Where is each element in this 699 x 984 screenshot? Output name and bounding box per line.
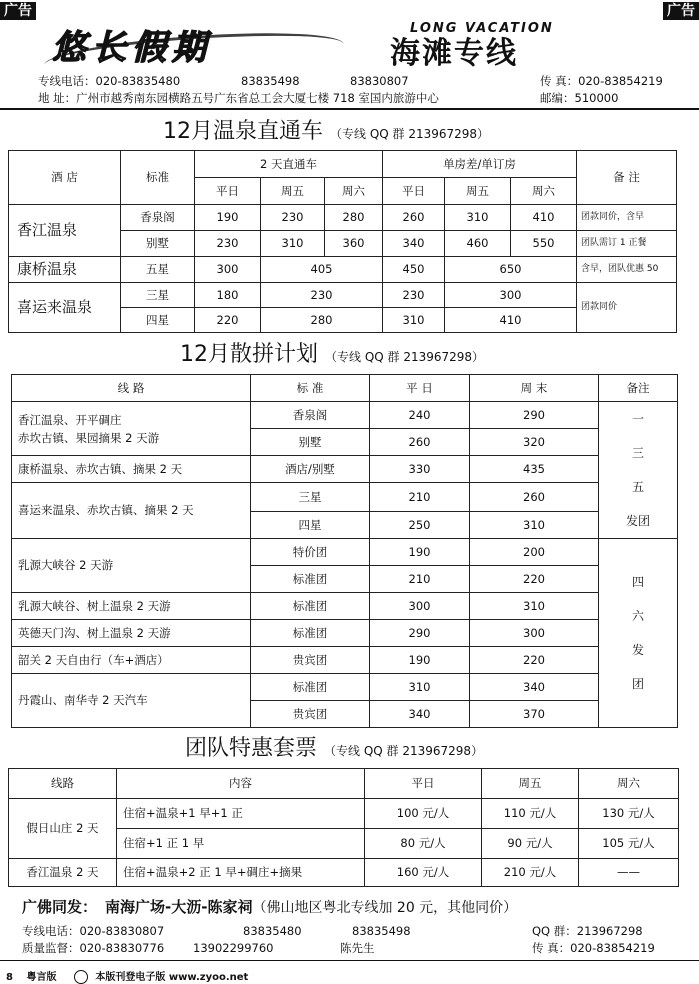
- footer-hotline-3: 83835498: [352, 924, 411, 938]
- ad-label-left: 广告: [0, 2, 36, 20]
- departure-note-1: 一 三 五 发团: [599, 402, 678, 539]
- table-row: 康桥温泉、赤坎古镇、摘果 2 天 酒店/别墅 330 435: [12, 456, 678, 483]
- hotline-2: 83835498: [241, 74, 300, 88]
- table-row: 标准团 210 220: [12, 566, 678, 593]
- foshan-departure: 广佛同发： 南海广场-大沥-陈家祠（佛山地区粤北专线加 20 元，其他同价）: [22, 898, 518, 916]
- footer-contact: 陈先生: [340, 941, 375, 955]
- table-row: 四星 250 310: [12, 512, 678, 539]
- hotline-1: 020-83835480: [95, 74, 181, 88]
- table-row: 乳源大峡谷、树上温泉 2 天游 标准团 300 310: [12, 593, 678, 620]
- footer-qq: QQ 群：213967298: [532, 924, 643, 938]
- header-fax: 传 真：020-83854219: [540, 74, 663, 88]
- table-row: 韶关 2 天自由行（车+酒店） 贵宾团 190 220: [12, 647, 678, 674]
- group-tour-table: 线 路 标 准 平 日 周 末 备注 香江温泉、开平碉庄 赤坎古镇、果园摘果 2 天游 香泉阁 240 290 一 三 五 发团 别墅 260 320 康桥温泉、赤坎古镇、摘果 2 天 酒店/别墅 330 435 喜运来温泉、赤坎古镇、摘果 2 天 三星 210 260 四星 250 310 乳源大峡谷 2 天游 特价团 190 200 四 六 发 团 标准团 210 220 乳源大峡谷、树上温泉 2 天游 标准团 300 310 英德天门沟、树上温泉 2 天游 标准团 290 300 韶关 2 天自由行（车+酒店） 贵宾团 190 220 丹霞山、南华寺 2 天汽车 标准团 310 340 贵宾团 340 370: [11, 374, 678, 728]
- footer-divider: [0, 960, 699, 961]
- paper-logo-icon: [74, 970, 88, 984]
- table-row: 四星 220 280 310 410: [9, 308, 677, 333]
- section2-title: 12月散拼计划 （专线 QQ 群 213967298）: [180, 342, 485, 367]
- table-row: 香江温泉 香泉阁 190 230 280 260 310 410 团款同价，含早: [9, 205, 677, 231]
- brand-logo-right: LONG VACATION 海滩专线: [390, 21, 554, 71]
- hotline-3: 83830807: [350, 74, 409, 88]
- table-row: 康桥温泉 五星 300 405 450 650 含早，团队优惠 50: [9, 257, 677, 283]
- table-row: 香江温泉 2 天 住宿+温泉+2 正 1 早+碉庄+摘果 160 元/人 210 元/人 ——: [9, 859, 679, 887]
- page-number: 8: [6, 972, 13, 983]
- table-row: 香江温泉、开平碉庄 赤坎古镇、果园摘果 2 天游 香泉阁 240 290 一 三 五 发团: [12, 402, 678, 429]
- section1-title: 12月温泉直通车 （专线 QQ 群 213967298）: [163, 119, 490, 144]
- page-footer: 8 粤言版 本版刊登电子版 www.zyoo.net: [6, 972, 249, 983]
- table-row: 贵宾团 340 370: [12, 701, 678, 728]
- table-row: 别墅 230 310 360 340 460 550 团队需订 1 正餐: [9, 231, 677, 257]
- table-row: 假日山庄 2 天 住宿+温泉+1 早+1 正 100 元/人 110 元/人 130 元/人: [9, 799, 679, 829]
- table-row: 英德天门沟、树上温泉 2 天游 标准团 290 300: [12, 620, 678, 647]
- table-row: 喜运来温泉 三星 180 230 230 300 团款同价: [9, 283, 677, 308]
- quality-supervision: 质量监督：020-83830776: [22, 941, 165, 955]
- table-row: 喜运来温泉、赤坎古镇、摘果 2 天 三星 210 260: [12, 483, 678, 512]
- footer-mobile: 13902299760: [193, 941, 274, 955]
- package-table: 线路 内容 平日 周五 周六 假日山庄 2 天 住宿+温泉+1 早+1 正 100 元/人 110 元/人 130 元/人 住宿+1 正 1 早 80 元/人 90 元/人 105 元/人 香江温泉 2 天 住宿+温泉+2 正 1 早+碉庄+摘果 160 元/人 210 元/人 ——: [8, 768, 679, 887]
- ad-label-right: 广告: [663, 2, 699, 20]
- hot-spring-table: 酒 店 标准 2 天直通车 单房差/单订房 备 注 平日 周五 周六 平日 周五 周六 香江温泉 香泉阁 190 230 280 260 310 410 团款同价，含早 别墅 230 310 360 340 460 550 团队需订 1 正餐 康桥温泉 五星 300 405 450 650 含早，团队优惠 50 喜运来温泉 三星 180 230 230 300 团款同价 四星 220 280 310 410: [8, 150, 677, 333]
- departure-note-2: 四 六 发 团: [599, 539, 678, 728]
- header-address: 地 址：广州市越秀南东园横路五号广东省总工会大厦七楼 718 室国内旅游中心: [38, 91, 439, 105]
- divider: [0, 108, 699, 110]
- table-row: 丹霞山、南华寺 2 天汽车 标准团 310 340: [12, 674, 678, 701]
- header-postcode: 邮编：510000: [540, 91, 619, 105]
- footer-fax: 传 真：020-83854219: [532, 941, 655, 955]
- footer-hotline-2: 83835480: [243, 924, 302, 938]
- table-row: 住宿+1 正 1 早 80 元/人 90 元/人 105 元/人: [9, 829, 679, 859]
- table-row: 乳源大峡谷 2 天游 特价团 190 200 四 六 发 团: [12, 539, 678, 566]
- brand-logo-left: 悠长假期: [52, 28, 340, 68]
- footer-hotline: 专线电话：020-83830807: [22, 924, 165, 938]
- section3-title: 团队特惠套票 （专线 QQ 群 213967298）: [185, 736, 484, 761]
- header-hotline: 专线电话：020-83835480: [38, 74, 181, 88]
- table-row: 别墅 260 320: [12, 429, 678, 456]
